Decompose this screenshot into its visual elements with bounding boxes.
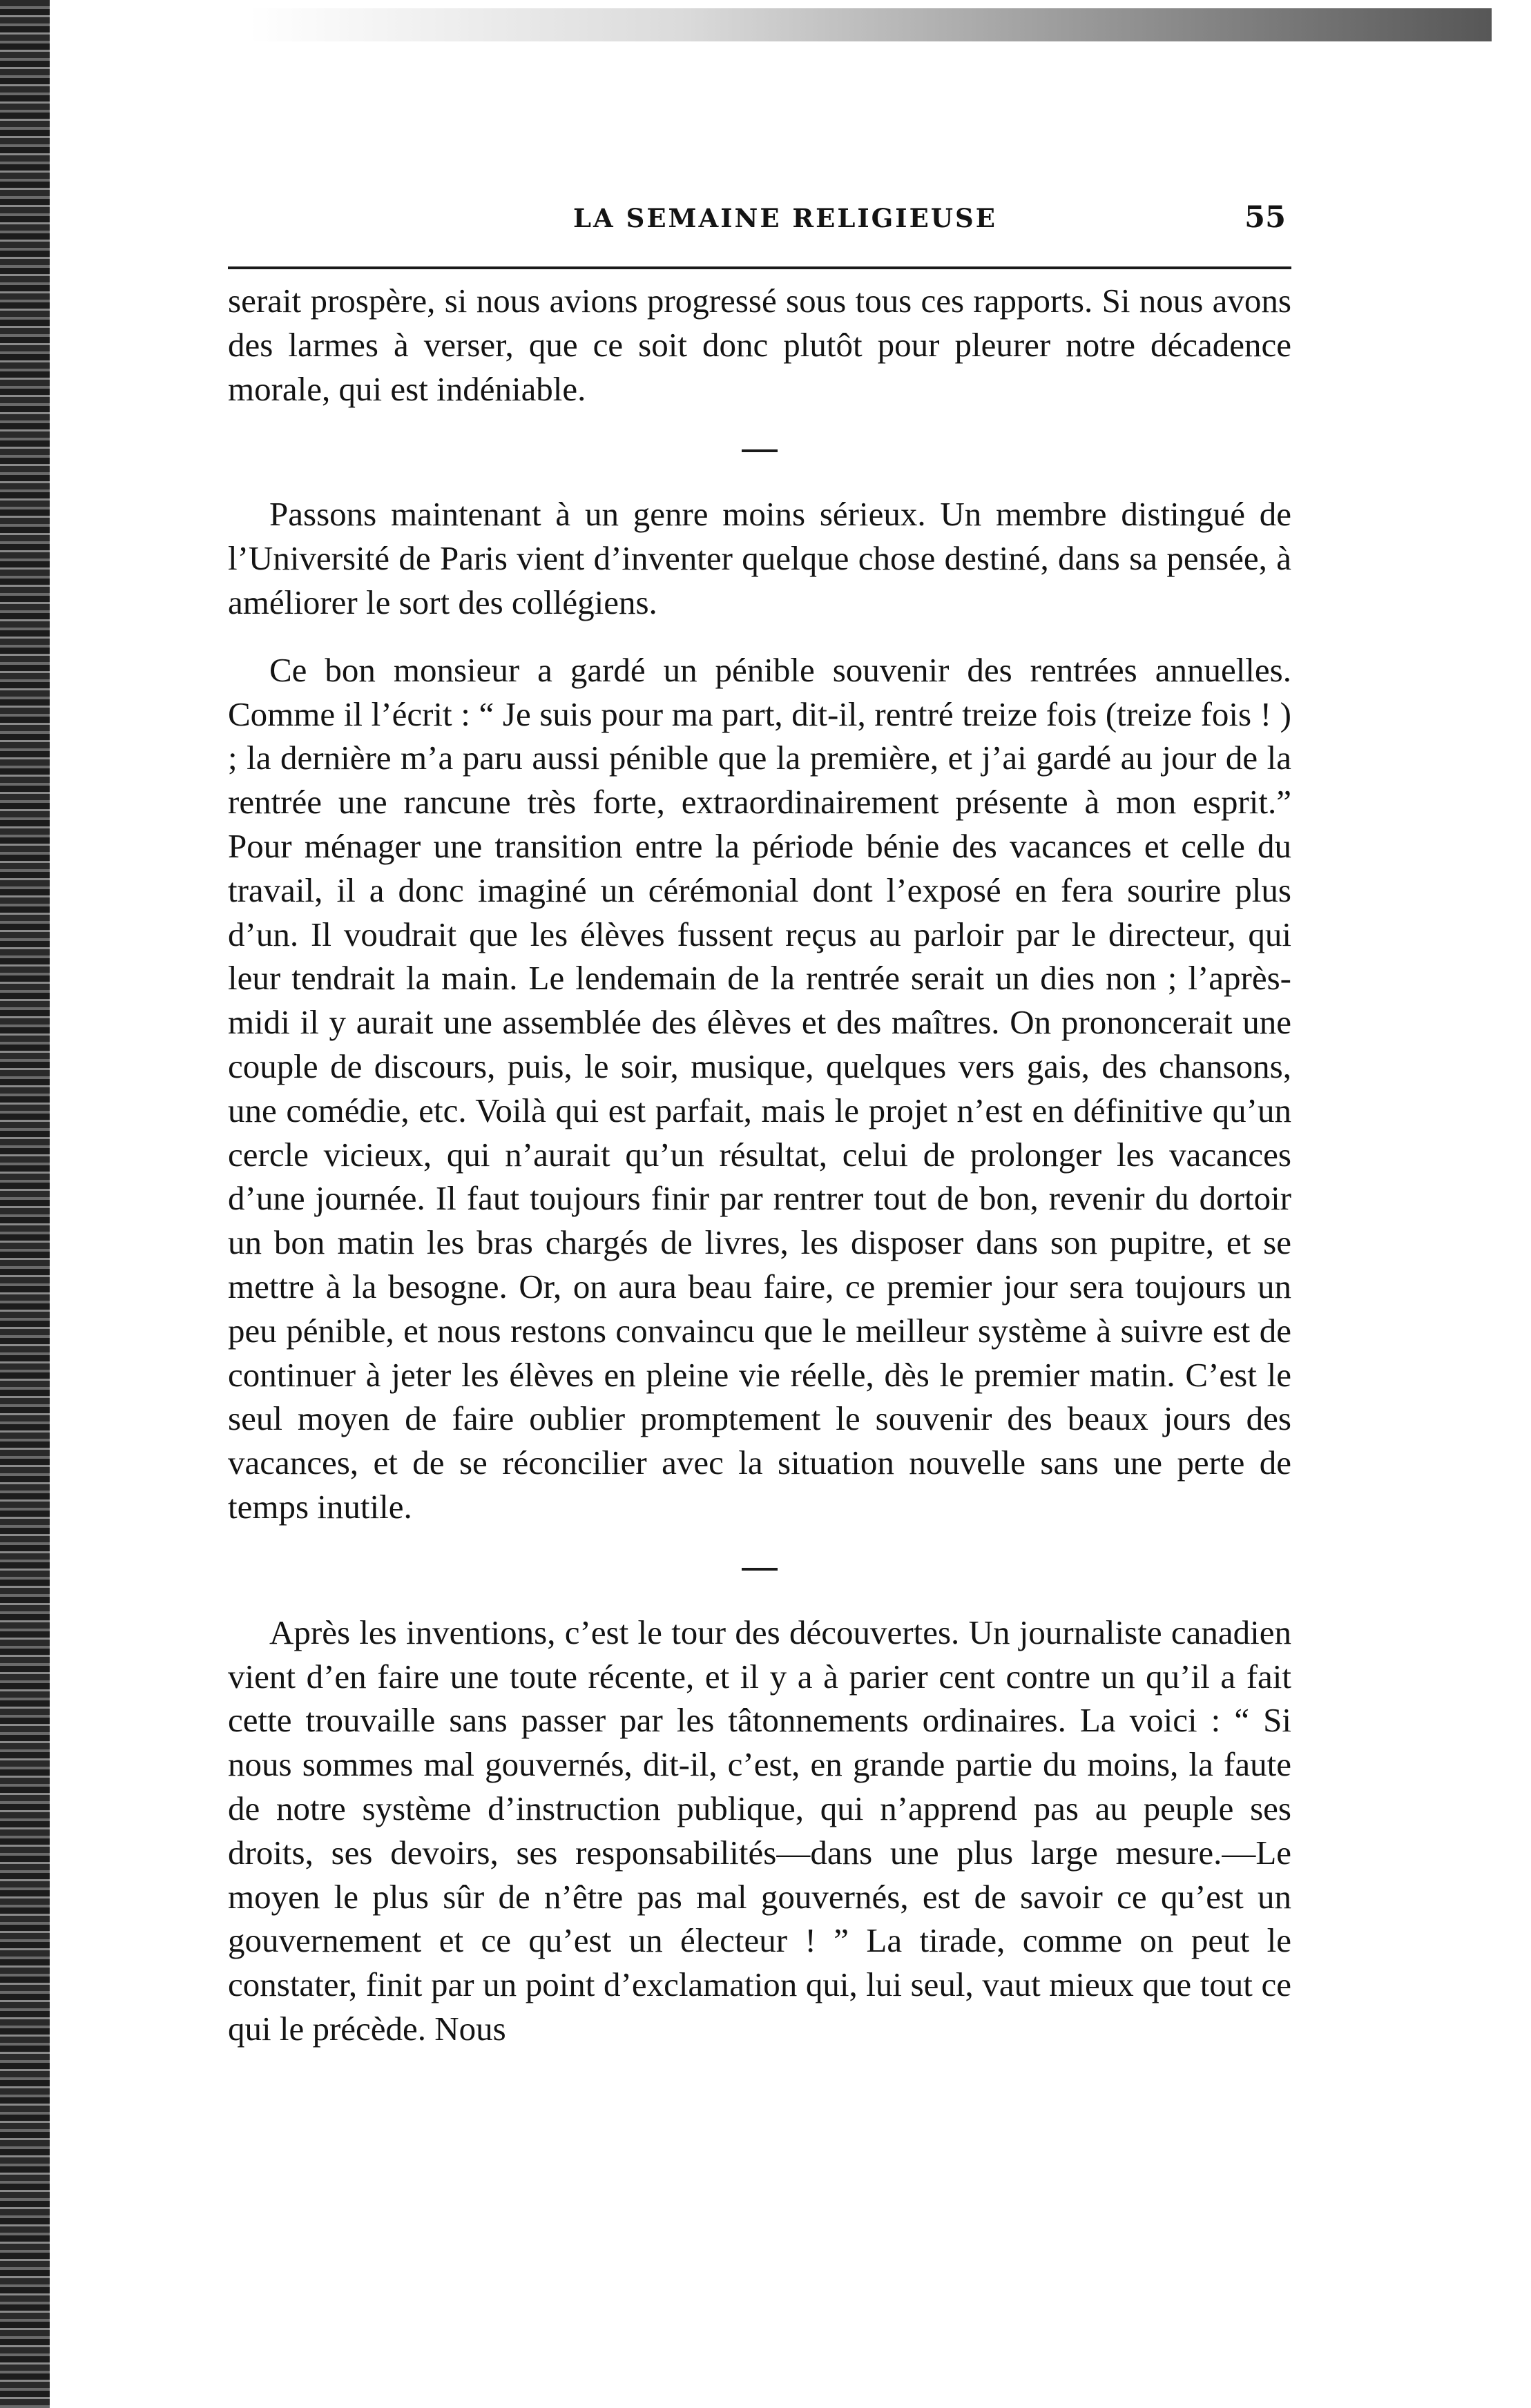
paragraph-continued: serait prospère, si nous avions progressé sous tous ces rapports. Si nous avons des larmes à verser, que ce soit donc plutôt pour pleurer notre décadence morale, qui est indéniable. xyxy=(228,282,1291,408)
running-title: LA SEMAINE RELIGIEUSE xyxy=(573,203,997,233)
paragraph-inventions: Passons maintenant à un genre moins sérieux. Un membre distingué de l’Université de Paris vient d’inventer quelque chose destiné, dans sa pensée, à améliorer le sort des collégiens. xyxy=(228,495,1291,621)
running-head xyxy=(228,200,1291,253)
header-rule xyxy=(228,266,1291,269)
paragraph-gap xyxy=(228,625,1291,648)
section-break-dash xyxy=(742,449,778,452)
scan-top-smudge xyxy=(249,8,1492,41)
book-page xyxy=(228,200,1291,2051)
page-number: 55 xyxy=(1244,200,1286,235)
scan-binding-edge xyxy=(0,0,50,2408)
paragraph-decouvertes: Après les inventions, c’est le tour des découvertes. Un journaliste canadien vient d’en faire une toute récente, et il y a à parier cent contre un qu’il a fait cette trouvaille sans passer par les tâtonnements ordinaires. La voici : “ Si nous sommes mal gouvernés, dit-il, c’est, en grande partie du moins, la faute de notre système d’instruction publique, qui n’apprend pas au peuple ses droits, ses devoirs, ses responsabilités—dans une plus large mesure.—Le moyen le plus sûr de n’être pas mal gouvernés, est de savoir ce qu’est un gouvernement et ce qu’est un électeur ! ” La tirade, comme on peut le constater, finit par un point d’exclamation qui, lui seul, vaut mieux que tout ce qui le précède. Nous xyxy=(228,1613,1291,2048)
paragraph-rentrees: Ce bon monsieur a gardé un pénible souvenir des rentrées annuelles. Comme il l’écrit : “ Je suis pour ma part, dit-il, rentré treize fois (treize fois ! ) ; la dernière m’a paru aussi pénible que la première, et j’ai gardé au jour de la rentrée une rancune très forte, extraordinairement présente à mon esprit.” Pour ménager une transition entre la période bénie des vacances et celle du travail, il a donc imaginé un cérémonial dont l’exposé en fera sourire plus d’un. Il voudrait que les élèves fussent reçus au parloir par le directeur, qui leur tendrait la main. Le lendemain de la rentrée serait un dies non ; l’après-midi il y aurait une assemblée des élèves et des maîtres. On prononcerait une couple de discours, puis, le soir, musique, quelques vers gais, des chansons, une comédie, etc. Voilà qui est parfait, mais le projet n’est en définitive qu’un cercle vicieux, qui n’aurait qu’un résultat, celui de prolonger les vacances d’une journée. Il faut toujours finir par rentrer tout de bon, revenir du dortoir un bon matin les bras chargés de livres, les disposer dans son pupitre, et se mettre à la besogne. Or, on aura beau faire, ce premier jour sera toujours un peu pénible, et nous restons convaincu que le meilleur système à suivre est de continuer à jeter les élèves en pleine vie réelle, dès le premier matin. C’est le seul moyen de faire oublier promptement le souvenir des beaux jours des vacances, et de se réconcilier avec la situation nouvelle sans une perte de temps inutile. xyxy=(228,650,1291,1526)
section-break-dash xyxy=(742,1568,778,1571)
